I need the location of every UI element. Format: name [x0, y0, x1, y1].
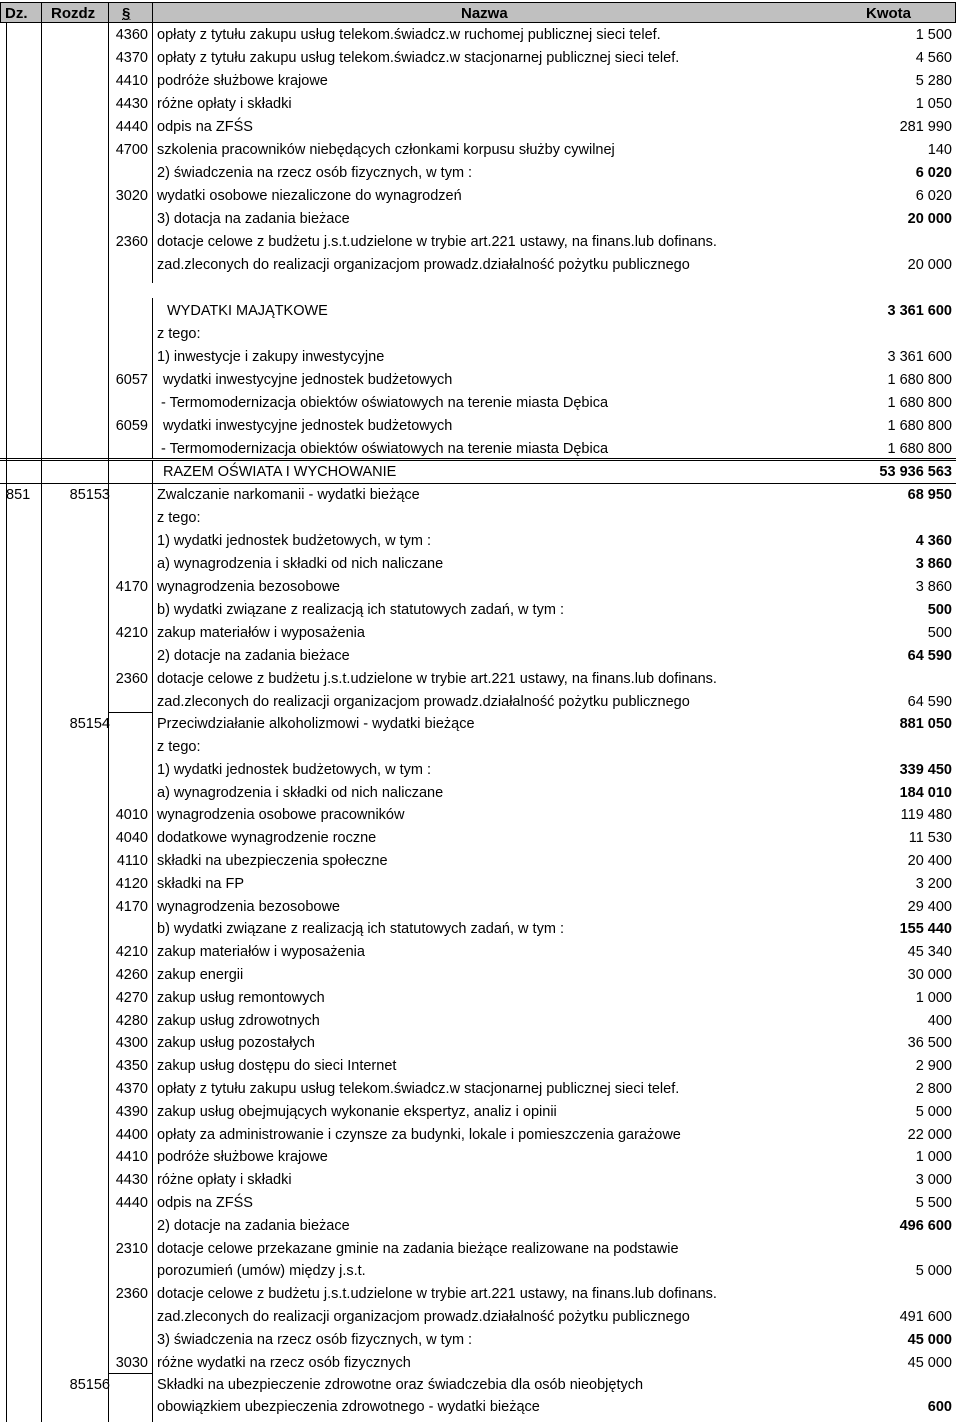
paragraph-cell: 6057: [115, 372, 148, 388]
amount-cell: 2 800: [915, 1081, 952, 1097]
amount-cell: 45 340: [907, 944, 952, 960]
amount-cell: 4 560: [915, 50, 952, 66]
amount-cell: 1 000: [915, 1149, 952, 1165]
table-row: [0, 1101, 956, 1123]
table-row: [0, 1352, 956, 1374]
table-row: [0, 116, 956, 138]
table-row: [0, 850, 956, 872]
name-cell: różne opłaty i składki: [157, 96, 292, 112]
name-cell: 1) wydatki jednostek budżetowych, w tym :: [157, 533, 432, 549]
paragraph-cell: 4410: [115, 1149, 148, 1165]
name-cell: zad.zleconych do realizacji organizacjom prowadz.działalność pożytku publicznego: [157, 694, 690, 710]
table-row: [0, 162, 956, 184]
amount-cell: 5 000: [915, 1104, 952, 1120]
table-row: [0, 782, 956, 804]
amount-cell: 64 590: [907, 648, 952, 664]
name-cell: opłaty z tytułu zakupu usług telekom.świadcz.w stacjonarnej publicznej sieci telef.: [157, 1081, 680, 1097]
paragraph-cell: 4440: [115, 1195, 148, 1211]
name-cell: z tego:: [157, 739, 201, 755]
amount-cell: 184 010: [899, 785, 952, 801]
table-row: [0, 1010, 956, 1032]
table-row: [0, 987, 956, 1009]
paragraph-cell: 4210: [115, 944, 148, 960]
table-row: [0, 47, 956, 69]
amount-cell: 5 000: [915, 1263, 952, 1279]
name-cell: zakup energii: [157, 967, 244, 983]
amount-cell: 45 000: [907, 1332, 952, 1348]
table-row: [0, 507, 956, 529]
col-line: [108, 2, 109, 23]
amount-cell: 119 480: [900, 807, 952, 823]
name-cell: zakup usług obejmujących wykonanie ekspertyz, analiz i opinii: [157, 1104, 557, 1120]
name-cell: - Termomodernizacja obiektów oświatowych na terenie miasta Dębica: [161, 441, 609, 457]
table-row: [0, 392, 956, 414]
name-cell: z tego:: [157, 326, 201, 342]
amount-cell: 3 361 600: [887, 303, 952, 319]
table-row: [0, 139, 956, 161]
paragraph-cell: 4110: [116, 853, 148, 869]
name-cell: wydatki osobowe niezaliczone do wynagrodzeń: [157, 188, 462, 204]
name-cell: b) wydatki związane z realizacją ich statutowych zadań, w tym :: [157, 602, 564, 618]
name-cell: 2) dotacje na zadania bieżace: [157, 1218, 350, 1234]
name-cell: szkolenia pracowników niebędących członkami korpusu służby cywilnej: [157, 142, 615, 158]
name-cell: wydatki inwestycyjne jednostek budżetowych: [163, 372, 453, 388]
name-cell: zakup materiałów i wyposażenia: [157, 944, 365, 960]
amount-cell: 2 900: [915, 1058, 952, 1074]
paragraph-cell: 2360: [115, 671, 148, 687]
paragraph-cell: 4280: [115, 1013, 148, 1029]
table-row: [0, 300, 956, 322]
name-cell: dotacje celowe z budżetu j.s.t.udzielone w trybie art.221 ustawy, na finans.lub dofinans.: [157, 234, 717, 250]
name-cell: dotacje celowe z budżetu j.s.t.udzielone w trybie art.221 ustawy, na finans.lub dofinans.: [157, 1286, 717, 1302]
amount-cell: 600: [927, 1399, 952, 1415]
col-line: [41, 2, 42, 23]
header-rozdz: Rozdz: [51, 5, 96, 22]
amount-cell: 53 936 563: [879, 464, 952, 480]
name-cell: 3) świadczenia na rzecz osób fizycznych, w tym :: [157, 1332, 473, 1348]
header-kwota: Kwota: [866, 5, 911, 22]
table-row: [0, 24, 956, 46]
header-paragraph: §: [122, 5, 131, 22]
paragraph-cell: 4010: [115, 807, 148, 823]
name-cell: porozumień (umów) między j.s.t.: [157, 1263, 366, 1279]
paragraph-cell: 4390: [115, 1104, 148, 1120]
table-row: [0, 918, 956, 940]
amount-cell: 4 360: [915, 533, 952, 549]
table-row: [0, 1374, 956, 1396]
amount-cell: 1 500: [915, 27, 952, 43]
table-row: [0, 438, 956, 460]
amount-cell: 1 680 800: [887, 372, 952, 388]
amount-cell: 6 020: [915, 165, 952, 181]
table-row: [0, 231, 956, 253]
table-row: [0, 1078, 956, 1100]
name-cell: różne opłaty i składki: [157, 1172, 292, 1188]
rozdzial-cell: 85153: [69, 487, 110, 503]
amount-cell: 5 280: [915, 73, 952, 89]
amount-cell: 29 400: [907, 899, 952, 915]
name-cell: wynagrodzenia osobowe pracowników: [157, 807, 405, 823]
rozdzial-cell: 85156: [69, 1377, 110, 1393]
name-cell: wydatki inwestycyjne jednostek budżetowych: [163, 418, 453, 434]
paragraph-cell: 4440: [115, 119, 148, 135]
name-cell: podróże służbowe krajowe: [157, 1149, 328, 1165]
table-row: [0, 1192, 956, 1214]
name-cell: opłaty za administrowanie i czynsze za budynki, lokale i pomieszczenia garażowe: [157, 1127, 681, 1143]
paragraph-cell: 4360: [115, 27, 148, 43]
amount-cell: 20 000: [907, 257, 952, 273]
paragraph-cell: 4170: [115, 899, 148, 915]
table-row: [0, 691, 956, 713]
amount-cell: 11 530: [908, 830, 952, 846]
amount-cell: 339 450: [899, 762, 952, 778]
name-cell: a) wynagrodzenia i składki od nich naliczane: [157, 785, 444, 801]
amount-cell: 1 050: [915, 96, 952, 112]
table-row: [0, 553, 956, 575]
table-row: [0, 1306, 956, 1328]
table-row: [0, 323, 956, 345]
paragraph-cell: 2360: [115, 1286, 148, 1302]
header-dz: Dz.: [5, 5, 28, 22]
name-cell: zakup usług pozostałych: [157, 1035, 315, 1051]
name-cell: 3) dotacja na zadania bieżace: [157, 211, 350, 227]
name-cell: różne wydatki na rzecz osób fizycznych: [157, 1355, 411, 1371]
name-cell: 2) dotacje na zadania bieżace: [157, 648, 350, 664]
name-cell: dotacje celowe z budżetu j.s.t.udzielone w trybie art.221 ustawy, na finans.lub dofinans.: [157, 671, 717, 687]
table-row: [0, 93, 956, 115]
name-cell: opłaty z tytułu zakupu usług telekom.świadcz.w stacjonarnej publicznej sieci telef.: [157, 50, 680, 66]
amount-cell: 881 050: [899, 716, 952, 732]
table-row: [0, 1146, 956, 1168]
amount-cell: 3 860: [915, 579, 952, 595]
paragraph-cell: 4400: [115, 1127, 148, 1143]
table-row: [0, 896, 956, 918]
table-row: [0, 484, 956, 506]
amount-cell: 1 680 800: [887, 395, 952, 411]
paragraph-cell: 4700: [115, 142, 148, 158]
table-row: [0, 1329, 956, 1351]
amount-cell: 36 500: [907, 1035, 952, 1051]
table-row: [0, 415, 956, 437]
table-row: [0, 1055, 956, 1077]
name-cell: b) wydatki związane z realizacją ich statutowych zadań, w tym :: [157, 921, 564, 937]
amount-cell: 155 440: [899, 921, 952, 937]
name-cell: 1) inwestycje i zakupy inwestycyjne: [157, 349, 385, 365]
name-cell: wynagrodzenia bezosobowe: [157, 579, 340, 595]
paragraph-cell: 4370: [115, 50, 148, 66]
table-row: [0, 1283, 956, 1305]
table-row: [0, 1260, 956, 1282]
table-row: [0, 70, 956, 92]
name-cell: WYDATKI MAJĄTKOWE: [167, 303, 328, 319]
paragraph-cell: 4430: [115, 1172, 148, 1188]
name-cell: 1) wydatki jednostek budżetowych, w tym :: [157, 762, 432, 778]
name-cell: obowiązkiem ubezpieczenia zdrowotnego - wydatki bieżące: [157, 1399, 540, 1415]
name-cell: Przeciwdziałanie alkoholizmowi - wydatki bieżące: [157, 716, 475, 732]
amount-cell: 491 600: [899, 1309, 952, 1325]
table-row: [0, 713, 956, 735]
amount-cell: 500: [927, 625, 952, 641]
table-row: [0, 599, 956, 621]
name-cell: zakup materiałów i wyposażenia: [157, 625, 365, 641]
amount-cell: 68 950: [907, 487, 952, 503]
amount-cell: 140: [927, 142, 952, 158]
table-row: [0, 622, 956, 644]
table-row: [0, 461, 956, 483]
name-cell: Składki na ubezpieczenie zdrowotne oraz świadczebia dla osób nieobjętych: [157, 1377, 644, 1393]
table-row: [0, 964, 956, 986]
table-row: [0, 873, 956, 895]
amount-cell: 20 400: [907, 853, 952, 869]
amount-cell: 3 860: [915, 556, 952, 572]
paragraph-cell: 4040: [115, 830, 148, 846]
paragraph-cell: 3030: [115, 1355, 148, 1371]
paragraph-cell: 2310: [115, 1241, 148, 1257]
name-cell: dotacje celowe przekazane gminie na zadania bieżące realizowane na podstawie: [157, 1241, 679, 1257]
amount-cell: 1 680 800: [887, 418, 952, 434]
name-cell: wynagrodzenia bezosobowe: [157, 899, 340, 915]
table-row: [0, 254, 956, 276]
amount-cell: 45 000: [907, 1355, 952, 1371]
name-cell: opłaty z tytułu zakupu usług telekom.świadcz.w ruchomej publicznej sieci telef.: [157, 27, 661, 43]
table-row: [0, 1396, 956, 1418]
table-row: [0, 208, 956, 230]
name-cell: zakup usług zdrowotnych: [157, 1013, 320, 1029]
table-row: [0, 645, 956, 667]
table-row: [0, 736, 956, 758]
name-cell: zakup usług remontowych: [157, 990, 325, 1006]
table-row: [0, 1124, 956, 1146]
table-row: [0, 941, 956, 963]
paragraph-cell: 4410: [115, 73, 148, 89]
amount-cell: 1 680 800: [887, 441, 952, 457]
name-cell: odpis na ZFŚS: [157, 1195, 253, 1211]
name-cell: - Termomodernizacja obiektów oświatowych na terenie miasta Dębica: [161, 395, 609, 411]
table-row: [0, 530, 956, 552]
name-cell: odpis na ZFŚS: [157, 119, 253, 135]
name-cell: składki na ubezpieczenia społeczne: [157, 853, 388, 869]
name-cell: zad.zleconych do realizacji organizacjom prowadz.działalność pożytku publicznego: [157, 1309, 690, 1325]
amount-cell: 496 600: [899, 1218, 952, 1234]
paragraph-cell: 3020: [115, 188, 148, 204]
amount-cell: 22 000: [907, 1127, 952, 1143]
paragraph-cell: 2360: [115, 234, 148, 250]
paragraph-cell: 4430: [115, 96, 148, 112]
amount-cell: 3 361 600: [887, 349, 952, 365]
name-cell: dodatkowe wynagrodzenie roczne: [157, 830, 377, 846]
table-header: [0, 2, 956, 23]
name-cell: składki na FP: [157, 876, 245, 892]
name-cell: z tego:: [157, 510, 201, 526]
name-cell: 2) świadczenia na rzecz osób fizycznych, w tym :: [157, 165, 473, 181]
paragraph-cell: 4210: [115, 625, 148, 641]
table-row: [0, 1238, 956, 1260]
amount-cell: 20 000: [907, 211, 952, 227]
table-row: [0, 369, 956, 391]
table-row: [0, 759, 956, 781]
dzial-cell: 851: [6, 487, 31, 503]
paragraph-cell: 4270: [115, 990, 148, 1006]
table-row: [0, 1169, 956, 1191]
paragraph-cell: 4120: [115, 876, 148, 892]
table-row: [0, 1032, 956, 1054]
amount-cell: 281 990: [899, 119, 952, 135]
name-cell: zad.zleconych do realizacji organizacjom prowadz.działalność pożytku publicznego: [157, 257, 690, 273]
table-row: [0, 576, 956, 598]
name-cell: podróże służbowe krajowe: [157, 73, 328, 89]
paragraph-cell: 4350: [115, 1058, 148, 1074]
paragraph-cell: 4300: [115, 1035, 148, 1051]
amount-cell: 1 000: [915, 990, 952, 1006]
table-row: [0, 668, 956, 690]
amount-cell: 64 590: [907, 694, 952, 710]
paragraph-cell: 6059: [115, 418, 148, 434]
amount-cell: 500: [927, 602, 952, 618]
amount-cell: 3 200: [915, 876, 952, 892]
table-row: [0, 827, 956, 849]
name-cell: a) wynagrodzenia i składki od nich naliczane: [157, 556, 444, 572]
paragraph-cell: 4260: [115, 967, 148, 983]
col-line: [152, 2, 153, 23]
name-cell: RAZEM OŚWIATA I WYCHOWANIE: [163, 464, 397, 480]
table-row: [0, 185, 956, 207]
amount-cell: 3 000: [915, 1172, 952, 1188]
paragraph-cell: 4170: [115, 579, 148, 595]
amount-cell: 6 020: [915, 188, 952, 204]
header-nazwa: Nazwa: [461, 5, 508, 22]
paragraph-cell: 4370: [115, 1081, 148, 1097]
table-row: [0, 1215, 956, 1237]
table-row: [0, 346, 956, 368]
name-cell: zakup usług dostępu do sieci Internet: [157, 1058, 397, 1074]
name-cell: Zwalczanie narkomanii - wydatki bieżące: [157, 487, 420, 503]
amount-cell: 5 500: [915, 1195, 952, 1211]
amount-cell: 400: [927, 1013, 952, 1029]
amount-cell: 30 000: [907, 967, 952, 983]
table-row: [0, 804, 956, 826]
rozdzial-cell: 85154: [69, 716, 110, 732]
